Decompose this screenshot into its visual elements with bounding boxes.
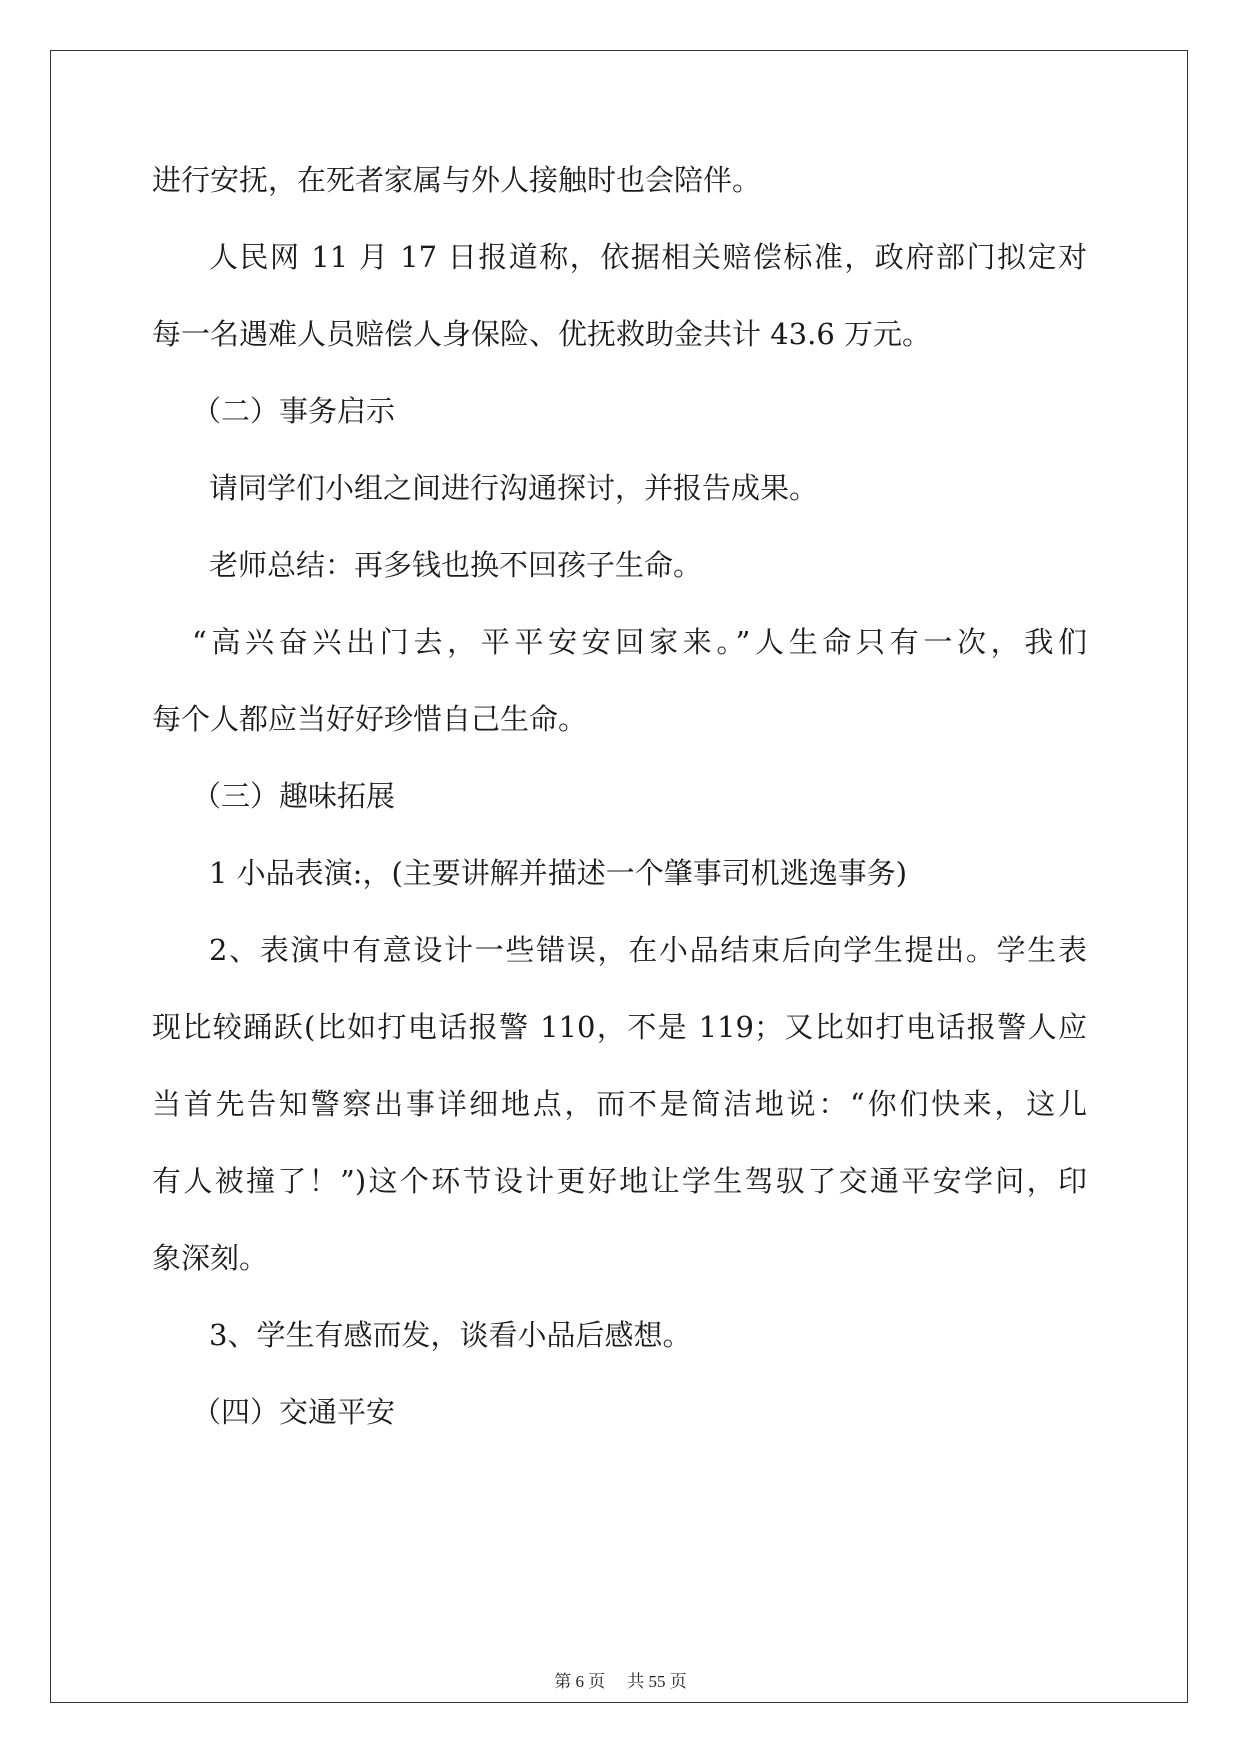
paragraph-line: 2、表演中有意设计一些错误，在小品结束后向学生提出。学生表 (209, 933, 1087, 967)
paragraph-line: 每一名遇难人员赔偿人身保险、优抚救助金共计 43.6 万元。 (152, 317, 932, 351)
paragraph-line: 1 小品表演:，(主要讲解并描述一个肇事司机逃逸事务) (209, 856, 908, 890)
paragraph-line: 人民网 11 月 17 日报道称，依据相关赔偿标准，政府部门拟定对 (209, 240, 1087, 274)
paragraph-line: 进行安抚，在死者家属与外人接触时也会陪伴。 (152, 163, 762, 197)
paragraph-line: “高兴奋兴出门去，平平安安回家来。”人生命只有一次，我们 (192, 625, 1087, 659)
paragraph-line: 请同学们小组之间进行沟通探讨，并报告成果。 (209, 471, 819, 505)
section-heading: （四）交通平安 (192, 1395, 396, 1429)
paragraph-line: 现比较踊跃(比如打电话报警 110，不是 119；又比如打电话报警人应 (152, 1010, 1087, 1044)
paragraph-line: 象深刻。 (152, 1241, 269, 1275)
paragraph-line: 3、学生有感而发，谈看小品后感想。 (209, 1318, 692, 1352)
paragraph-line: 有人被撞了！”)这个环节设计更好地让学生驾驭了交通平安学问，印 (152, 1164, 1087, 1198)
section-heading: （三）趣味拓展 (192, 779, 396, 813)
paragraph-line: 每个人都应当好好珍惜自己生命。 (152, 702, 588, 736)
page-total: 共 55 页 (627, 1672, 687, 1691)
page-footer (0, 1667, 1241, 1692)
section-heading: （二）事务启示 (192, 394, 396, 428)
paragraph-line: 老师总结：再多钱也换不回孩子生命。 (209, 548, 703, 582)
paragraph-line: 当首先告知警察出事详细地点，而不是简洁地说：“你们快来，这儿 (152, 1087, 1087, 1121)
page-number: 第 6 页 (554, 1672, 606, 1691)
